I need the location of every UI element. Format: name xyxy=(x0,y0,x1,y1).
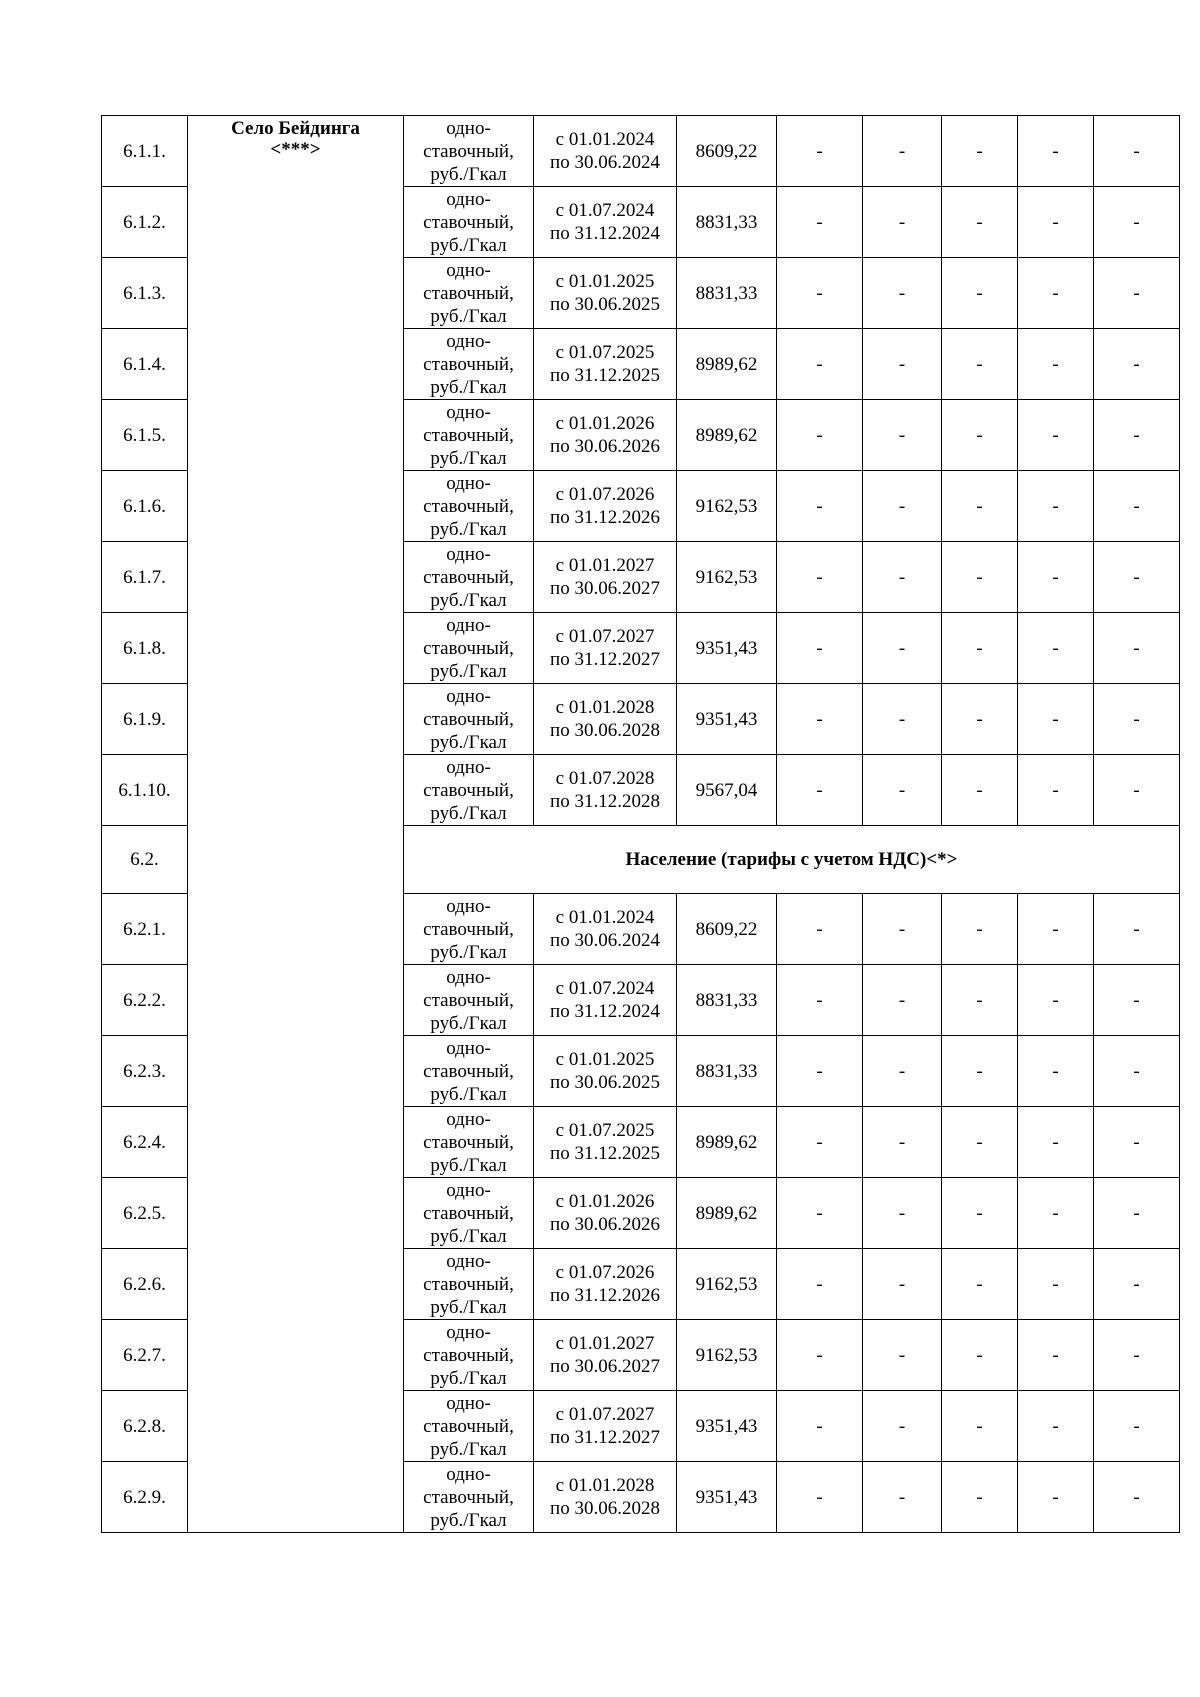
tariff-unit-cell xyxy=(404,965,534,1036)
tariff-value-cell: 8831,33 xyxy=(677,965,777,1036)
empty-dash-cell: - xyxy=(863,1036,942,1107)
row-number-cell: 6.2.3. xyxy=(102,1036,188,1107)
tariff-value-cell: 8609,22 xyxy=(677,894,777,965)
period-line: с 01.01.2024 xyxy=(555,129,655,150)
tariff-unit-line: руб./Гкал xyxy=(430,1509,507,1531)
period-line: с 01.01.2027 xyxy=(555,555,655,576)
section-title: Население (тарифы с учетом НДС)<*> xyxy=(404,826,1180,894)
tariff-unit-cell xyxy=(404,684,534,755)
tariff-unit-line: ставочный, xyxy=(423,140,514,162)
period-cell xyxy=(534,684,677,755)
empty-dash-cell: - xyxy=(1018,894,1094,965)
empty-dash-cell: - xyxy=(1018,1462,1094,1533)
empty-dash-cell: - xyxy=(863,258,942,329)
tariff-unit-line: ставочный, xyxy=(423,566,514,588)
tariff-unit-cell xyxy=(404,894,534,965)
row-number-cell: 6.1.3. xyxy=(102,258,188,329)
period-cell xyxy=(534,471,677,542)
empty-dash-cell: - xyxy=(942,542,1018,613)
tariff-unit-line: одно- xyxy=(446,1463,491,1485)
empty-dash-cell: - xyxy=(1094,684,1180,755)
period-line: по 30.06.2024 xyxy=(550,152,660,173)
empty-dash-cell: - xyxy=(863,1178,942,1249)
empty-dash-cell: - xyxy=(942,1320,1018,1391)
tariff-unit-line: одно- xyxy=(446,1392,491,1414)
period-cell xyxy=(534,1462,677,1533)
period-line: с 01.07.2024 xyxy=(555,978,655,999)
tariff-value-cell: 9351,43 xyxy=(677,684,777,755)
period-line: по 31.12.2026 xyxy=(550,1285,660,1306)
tariff-unit-line: одно- xyxy=(446,614,491,636)
period-line: по 30.06.2027 xyxy=(550,578,660,599)
table-row xyxy=(102,116,1180,187)
empty-dash-cell: - xyxy=(863,755,942,826)
settlement-name: Село Бейдинга xyxy=(231,118,360,139)
tariff-value-cell: 8831,33 xyxy=(677,1036,777,1107)
empty-dash-cell: - xyxy=(777,187,863,258)
tariff-value-cell: 9567,04 xyxy=(677,755,777,826)
tariff-unit-line: одно- xyxy=(446,188,491,210)
empty-dash-cell: - xyxy=(942,1249,1018,1320)
tariff-unit-line: ставочный, xyxy=(423,282,514,304)
tariff-value-cell: 9162,53 xyxy=(677,1320,777,1391)
tariff-unit-line: ставочный, xyxy=(423,1131,514,1153)
tariff-unit-line: ставочный, xyxy=(423,637,514,659)
period-cell xyxy=(534,755,677,826)
period-cell xyxy=(534,329,677,400)
tariff-unit-line: руб./Гкал xyxy=(430,731,507,753)
row-number-cell: 6.1.8. xyxy=(102,613,188,684)
empty-dash-cell: - xyxy=(1094,755,1180,826)
empty-dash-cell: - xyxy=(1018,1036,1094,1107)
tariff-unit-cell xyxy=(404,1249,534,1320)
empty-dash-cell: - xyxy=(1018,542,1094,613)
tariff-unit-line: одно- xyxy=(446,895,491,917)
tariff-unit-cell xyxy=(404,116,534,187)
empty-dash-cell: - xyxy=(863,1320,942,1391)
tariff-value-cell: 8831,33 xyxy=(677,187,777,258)
tariff-unit-line: ставочный, xyxy=(423,1273,514,1295)
empty-dash-cell: - xyxy=(1094,1462,1180,1533)
period-cell xyxy=(534,187,677,258)
empty-dash-cell: - xyxy=(863,613,942,684)
tariff-unit-line: руб./Гкал xyxy=(430,234,507,256)
empty-dash-cell: - xyxy=(863,1249,942,1320)
tariff-value-cell: 8989,62 xyxy=(677,400,777,471)
period-line: с 01.07.2025 xyxy=(555,342,655,363)
empty-dash-cell: - xyxy=(1018,1107,1094,1178)
tariff-unit-line: ставочный, xyxy=(423,779,514,801)
period-line: по 31.12.2025 xyxy=(550,365,660,386)
tariff-unit-cell xyxy=(404,329,534,400)
empty-dash-cell: - xyxy=(942,1107,1018,1178)
empty-dash-cell: - xyxy=(942,1462,1018,1533)
tariff-unit-line: руб./Гкал xyxy=(430,1225,507,1247)
empty-dash-cell: - xyxy=(1094,1320,1180,1391)
tariff-unit-line: ставочный, xyxy=(423,1202,514,1224)
tariff-unit-line: руб./Гкал xyxy=(430,1154,507,1176)
tariff-unit-line: руб./Гкал xyxy=(430,660,507,682)
empty-dash-cell: - xyxy=(1094,1178,1180,1249)
period-line: с 01.01.2025 xyxy=(555,271,655,292)
row-number-cell: 6.1.1. xyxy=(102,116,188,187)
empty-dash-cell: - xyxy=(777,1036,863,1107)
empty-dash-cell: - xyxy=(942,471,1018,542)
empty-dash-cell: - xyxy=(1094,1107,1180,1178)
tariff-unit-line: руб./Гкал xyxy=(430,802,507,824)
row-number-cell: 6.2.7. xyxy=(102,1320,188,1391)
period-line: с 01.01.2026 xyxy=(555,1191,655,1212)
period-cell xyxy=(534,1036,677,1107)
tariff-unit-line: ставочный, xyxy=(423,424,514,446)
tariff-unit-line: ставочный, xyxy=(423,989,514,1011)
period-cell xyxy=(534,400,677,471)
empty-dash-cell: - xyxy=(942,684,1018,755)
tariff-unit-line: руб./Гкал xyxy=(430,518,507,540)
tariff-unit-cell xyxy=(404,471,534,542)
empty-dash-cell: - xyxy=(942,400,1018,471)
tariff-value-cell: 8831,33 xyxy=(677,258,777,329)
tariff-unit-line: ставочный, xyxy=(423,1060,514,1082)
row-number-cell: 6.1.2. xyxy=(102,187,188,258)
period-cell xyxy=(534,258,677,329)
empty-dash-cell: - xyxy=(777,1462,863,1533)
tariff-unit-line: одно- xyxy=(446,1037,491,1059)
tariff-table xyxy=(101,115,1180,1533)
empty-dash-cell: - xyxy=(1094,1391,1180,1462)
period-cell xyxy=(534,1107,677,1178)
period-line: с 01.07.2028 xyxy=(555,768,655,789)
period-line: по 31.12.2025 xyxy=(550,1143,660,1164)
empty-dash-cell: - xyxy=(863,542,942,613)
row-number-cell: 6.2.4. xyxy=(102,1107,188,1178)
empty-dash-cell: - xyxy=(1018,329,1094,400)
settlement-cell xyxy=(188,116,404,1533)
empty-dash-cell: - xyxy=(777,1178,863,1249)
empty-dash-cell: - xyxy=(1018,1391,1094,1462)
period-line: по 30.06.2028 xyxy=(550,1498,660,1519)
period-line: с 01.01.2025 xyxy=(555,1049,655,1070)
empty-dash-cell: - xyxy=(777,1320,863,1391)
period-cell xyxy=(534,116,677,187)
empty-dash-cell: - xyxy=(942,965,1018,1036)
empty-dash-cell: - xyxy=(777,329,863,400)
empty-dash-cell: - xyxy=(863,965,942,1036)
tariff-unit-line: ставочный, xyxy=(423,353,514,375)
empty-dash-cell: - xyxy=(1094,400,1180,471)
tariff-value-cell: 9162,53 xyxy=(677,471,777,542)
tariff-unit-cell xyxy=(404,1462,534,1533)
tariff-unit-line: ставочный, xyxy=(423,1344,514,1366)
tariff-value-cell: 9351,43 xyxy=(677,1391,777,1462)
period-line: по 31.12.2028 xyxy=(550,791,660,812)
empty-dash-cell: - xyxy=(777,613,863,684)
empty-dash-cell: - xyxy=(1094,613,1180,684)
tariff-unit-line: ставочный, xyxy=(423,708,514,730)
period-cell xyxy=(534,1178,677,1249)
tariff-value-cell: 9162,53 xyxy=(677,1249,777,1320)
empty-dash-cell: - xyxy=(1018,684,1094,755)
period-cell xyxy=(534,965,677,1036)
empty-dash-cell: - xyxy=(942,1391,1018,1462)
tariff-unit-cell xyxy=(404,1391,534,1462)
period-line: с 01.07.2026 xyxy=(555,484,655,505)
period-line: по 30.06.2026 xyxy=(550,1214,660,1235)
empty-dash-cell: - xyxy=(1018,613,1094,684)
tariff-value-cell: 9351,43 xyxy=(677,613,777,684)
empty-dash-cell: - xyxy=(1018,1249,1094,1320)
tariff-unit-line: одно- xyxy=(446,543,491,565)
empty-dash-cell: - xyxy=(1094,116,1180,187)
empty-dash-cell: - xyxy=(863,1462,942,1533)
empty-dash-cell: - xyxy=(942,1036,1018,1107)
row-number-cell: 6.1.5. xyxy=(102,400,188,471)
tariff-value-cell: 8989,62 xyxy=(677,1178,777,1249)
tariff-unit-cell xyxy=(404,187,534,258)
period-cell xyxy=(534,613,677,684)
empty-dash-cell: - xyxy=(1094,471,1180,542)
empty-dash-cell: - xyxy=(777,116,863,187)
tariff-unit-line: руб./Гкал xyxy=(430,376,507,398)
empty-dash-cell: - xyxy=(942,755,1018,826)
settlement-note: <***> xyxy=(270,139,321,160)
empty-dash-cell: - xyxy=(1094,894,1180,965)
period-line: по 31.12.2024 xyxy=(550,223,660,244)
period-line: с 01.07.2027 xyxy=(555,626,655,647)
period-line: с 01.07.2025 xyxy=(555,1120,655,1141)
tariff-unit-line: одно- xyxy=(446,330,491,352)
empty-dash-cell: - xyxy=(777,1391,863,1462)
tariff-unit-line: руб./Гкал xyxy=(430,1012,507,1034)
empty-dash-cell: - xyxy=(942,258,1018,329)
tariff-value-cell: 8989,62 xyxy=(677,329,777,400)
tariff-value-cell: 8989,62 xyxy=(677,1107,777,1178)
tariff-unit-line: одно- xyxy=(446,472,491,494)
empty-dash-cell: - xyxy=(863,329,942,400)
empty-dash-cell: - xyxy=(1094,329,1180,400)
empty-dash-cell: - xyxy=(1018,116,1094,187)
tariff-unit-line: одно- xyxy=(446,756,491,778)
empty-dash-cell: - xyxy=(942,187,1018,258)
tariff-unit-line: одно- xyxy=(446,401,491,423)
period-line: с 01.01.2028 xyxy=(555,1475,655,1496)
tariff-unit-cell xyxy=(404,1178,534,1249)
tariff-value-cell: 9351,43 xyxy=(677,1462,777,1533)
period-line: по 30.06.2025 xyxy=(550,294,660,315)
period-line: по 30.06.2025 xyxy=(550,1072,660,1093)
tariff-unit-line: руб./Гкал xyxy=(430,1367,507,1389)
period-cell xyxy=(534,542,677,613)
tariff-unit-line: руб./Гкал xyxy=(430,163,507,185)
empty-dash-cell: - xyxy=(863,187,942,258)
empty-dash-cell: - xyxy=(1094,187,1180,258)
period-line: с 01.01.2024 xyxy=(555,907,655,928)
empty-dash-cell: - xyxy=(777,755,863,826)
period-line: с 01.01.2027 xyxy=(555,1333,655,1354)
empty-dash-cell: - xyxy=(863,684,942,755)
period-cell xyxy=(534,1391,677,1462)
empty-dash-cell: - xyxy=(1094,542,1180,613)
empty-dash-cell: - xyxy=(942,329,1018,400)
empty-dash-cell: - xyxy=(863,1391,942,1462)
tariff-unit-line: одно- xyxy=(446,685,491,707)
empty-dash-cell: - xyxy=(777,684,863,755)
row-number-cell: 6.1.4. xyxy=(102,329,188,400)
period-line: по 31.12.2024 xyxy=(550,1001,660,1022)
empty-dash-cell: - xyxy=(1018,258,1094,329)
empty-dash-cell: - xyxy=(777,258,863,329)
period-cell xyxy=(534,1320,677,1391)
empty-dash-cell: - xyxy=(863,400,942,471)
empty-dash-cell: - xyxy=(863,471,942,542)
table-body xyxy=(102,116,1180,1533)
empty-dash-cell: - xyxy=(1094,1036,1180,1107)
empty-dash-cell: - xyxy=(863,116,942,187)
tariff-unit-cell xyxy=(404,258,534,329)
empty-dash-cell: - xyxy=(1018,187,1094,258)
period-line: по 30.06.2026 xyxy=(550,436,660,457)
tariff-unit-cell xyxy=(404,613,534,684)
empty-dash-cell: - xyxy=(942,894,1018,965)
tariff-unit-line: одно- xyxy=(446,259,491,281)
tariff-unit-line: ставочный, xyxy=(423,1415,514,1437)
empty-dash-cell: - xyxy=(777,965,863,1036)
tariff-unit-line: одно- xyxy=(446,1250,491,1272)
empty-dash-cell: - xyxy=(777,400,863,471)
tariff-unit-line: руб./Гкал xyxy=(430,305,507,327)
row-number-cell: 6.2.6. xyxy=(102,1249,188,1320)
empty-dash-cell: - xyxy=(777,1107,863,1178)
period-line: с 01.07.2026 xyxy=(555,1262,655,1283)
tariff-unit-line: руб./Гкал xyxy=(430,447,507,469)
empty-dash-cell: - xyxy=(1018,471,1094,542)
tariff-unit-line: одно- xyxy=(446,1179,491,1201)
tariff-unit-line: руб./Гкал xyxy=(430,1438,507,1460)
tariff-unit-line: одно- xyxy=(446,117,491,139)
tariff-unit-line: одно- xyxy=(446,1321,491,1343)
tariff-unit-line: руб./Гкал xyxy=(430,589,507,611)
empty-dash-cell: - xyxy=(777,894,863,965)
section-number-cell: 6.2. xyxy=(102,826,188,894)
empty-dash-cell: - xyxy=(863,894,942,965)
empty-dash-cell: - xyxy=(1018,1320,1094,1391)
empty-dash-cell: - xyxy=(1018,1178,1094,1249)
tariff-unit-line: одно- xyxy=(446,966,491,988)
tariff-unit-line: руб./Гкал xyxy=(430,941,507,963)
row-number-cell: 6.2.2. xyxy=(102,965,188,1036)
tariff-value-cell: 8609,22 xyxy=(677,116,777,187)
tariff-unit-cell xyxy=(404,400,534,471)
empty-dash-cell: - xyxy=(1094,965,1180,1036)
empty-dash-cell: - xyxy=(942,1178,1018,1249)
tariff-value-cell: 9162,53 xyxy=(677,542,777,613)
period-line: по 31.12.2026 xyxy=(550,507,660,528)
empty-dash-cell: - xyxy=(1018,755,1094,826)
period-cell xyxy=(534,894,677,965)
empty-dash-cell: - xyxy=(777,542,863,613)
tariff-unit-line: одно- xyxy=(446,1108,491,1130)
row-number-cell: 6.2.9. xyxy=(102,1462,188,1533)
period-cell xyxy=(534,1249,677,1320)
empty-dash-cell: - xyxy=(777,1249,863,1320)
empty-dash-cell: - xyxy=(1018,965,1094,1036)
empty-dash-cell: - xyxy=(942,116,1018,187)
period-line: по 30.06.2024 xyxy=(550,930,660,951)
tariff-unit-line: руб./Гкал xyxy=(430,1083,507,1105)
row-number-cell: 6.2.1. xyxy=(102,894,188,965)
period-line: с 01.07.2024 xyxy=(555,200,655,221)
period-line: по 31.12.2027 xyxy=(550,1427,660,1448)
empty-dash-cell: - xyxy=(777,471,863,542)
tariff-unit-line: ставочный, xyxy=(423,495,514,517)
period-line: с 01.01.2028 xyxy=(555,697,655,718)
tariff-unit-cell xyxy=(404,755,534,826)
period-line: по 30.06.2028 xyxy=(550,720,660,741)
tariff-unit-cell xyxy=(404,542,534,613)
tariff-unit-line: ставочный, xyxy=(423,918,514,940)
tariff-unit-cell xyxy=(404,1036,534,1107)
empty-dash-cell: - xyxy=(863,1107,942,1178)
tariff-unit-line: руб./Гкал xyxy=(430,1296,507,1318)
tariff-unit-cell xyxy=(404,1320,534,1391)
empty-dash-cell: - xyxy=(1018,400,1094,471)
period-line: по 31.12.2027 xyxy=(550,649,660,670)
row-number-cell: 6.2.5. xyxy=(102,1178,188,1249)
empty-dash-cell: - xyxy=(1094,1249,1180,1320)
empty-dash-cell: - xyxy=(942,613,1018,684)
tariff-unit-line: ставочный, xyxy=(423,1486,514,1508)
row-number-cell: 6.1.6. xyxy=(102,471,188,542)
row-number-cell: 6.1.10. xyxy=(102,755,188,826)
row-number-cell: 6.1.7. xyxy=(102,542,188,613)
period-line: по 30.06.2027 xyxy=(550,1356,660,1377)
tariff-unit-cell xyxy=(404,1107,534,1178)
tariff-unit-line: ставочный, xyxy=(423,211,514,233)
row-number-cell: 6.1.9. xyxy=(102,684,188,755)
period-line: с 01.01.2026 xyxy=(555,413,655,434)
empty-dash-cell: - xyxy=(1094,258,1180,329)
period-line: с 01.07.2027 xyxy=(555,1404,655,1425)
row-number-cell: 6.2.8. xyxy=(102,1391,188,1462)
